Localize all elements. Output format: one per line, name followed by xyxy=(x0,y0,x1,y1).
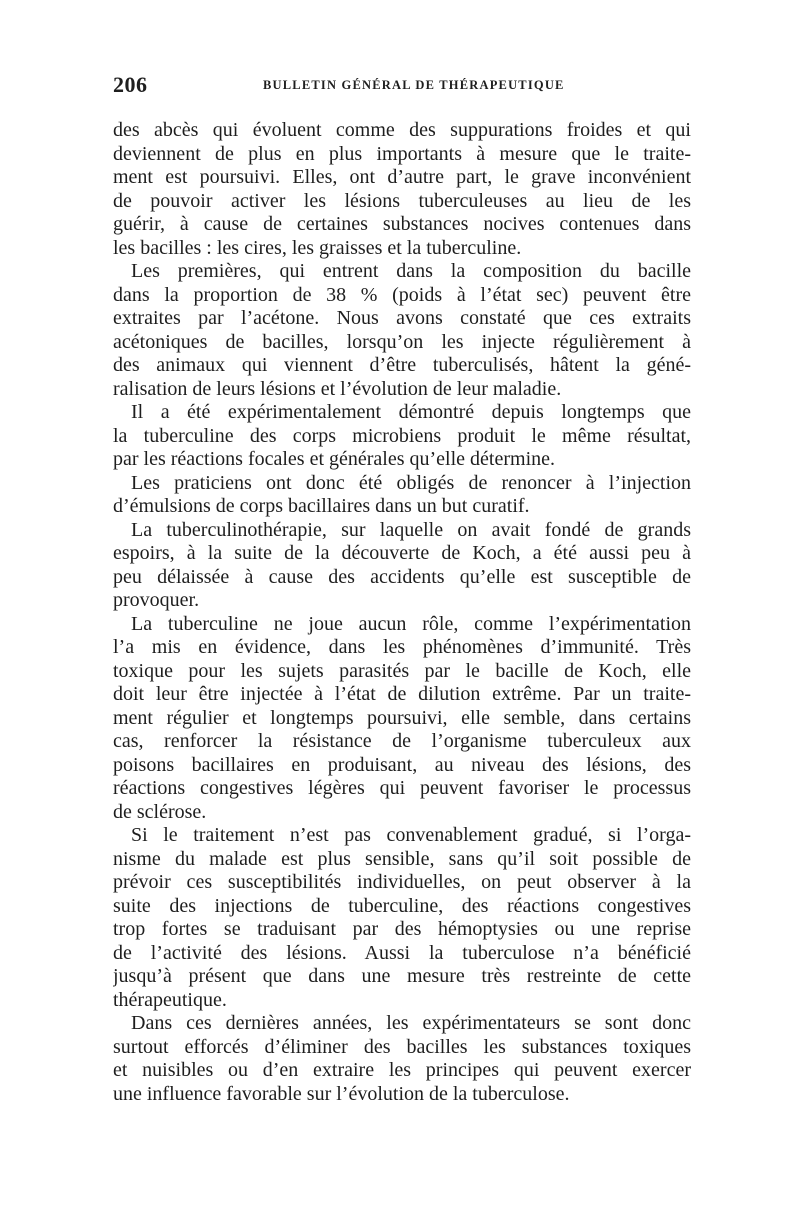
text-line: extraites par l’acétone. Nous avons constaté que ces extraits xyxy=(113,307,691,329)
text-line: provoquer. xyxy=(113,589,200,611)
text-line: de pouvoir activer les lésions tuberculeuses au lieu de les xyxy=(113,189,691,212)
text-line: Les praticiens ont donc été obligés de renoncer à l’injection xyxy=(131,471,691,494)
text-line: une influence favorable sur l’évolution de la tuberculose. xyxy=(113,1082,570,1105)
paragraph xyxy=(113,1012,691,1106)
text-line: Dans ces dernières années, les expérimentateurs se sont donc xyxy=(131,1012,691,1034)
paragraph xyxy=(113,824,691,1012)
paragraph xyxy=(113,519,691,613)
page-number: 206 xyxy=(113,72,148,97)
text-line: Il a été expérimentalement démontré depuis longtemps que xyxy=(131,401,691,423)
running-title: BULLETIN GÉNÉRAL DE THÉRAPEUTIQUE xyxy=(263,78,565,92)
page-header xyxy=(113,72,691,100)
text-line: La tuberculinothérapie, sur laquelle on avait fondé de grands xyxy=(131,518,691,541)
text-line: cas, renforcer la résistance de l’organisme tuberculeux aux xyxy=(113,730,691,752)
paragraph xyxy=(113,119,691,260)
paragraph xyxy=(113,472,691,519)
text-line: ralisation de leurs lésions et l’évolution de leur maladie. xyxy=(113,377,562,400)
text-line: des animaux qui viennent d’être tuberculisés, hâtent la géné- xyxy=(113,354,691,376)
paragraph xyxy=(113,260,691,401)
text-line: la tuberculine des corps microbiens produit le même résultat, xyxy=(113,424,691,447)
text-line: nisme du malade est plus sensible, sans qu’il soit possible de xyxy=(113,847,691,870)
text-line: acétoniques de bacilles, lorsqu’on les injecte régulièrement à xyxy=(113,330,691,353)
text-line: poisons bacillaires en produisant, au niveau des lésions, des xyxy=(113,753,691,776)
text-line: peu délaissée à cause des accidents qu’elle est susceptible de xyxy=(113,565,691,588)
text-line: les bacilles : les cires, les graisses et la tuberculine. xyxy=(113,236,522,259)
text-line: dans la proportion de 38 % (poids à l’état sec) peuvent être xyxy=(113,283,691,306)
text-line: des abcès qui évoluent comme des suppurations froides et qui xyxy=(113,119,691,141)
text-line: par les réactions focales et générales qu’elle détermine. xyxy=(113,448,556,470)
text-line: trop fortes se traduisant par des hémoptysies ou une reprise xyxy=(113,918,691,940)
text-line: Les premières, qui entrent dans la composition du bacille xyxy=(131,260,691,282)
text-line: toxique pour les sujets parasités par le bacille de Koch, elle xyxy=(113,659,691,682)
text-line: réactions congestives légères qui peuvent favoriser le processus xyxy=(113,777,691,799)
text-line: La tuberculine ne joue aucun rôle, comme l’expérimentation xyxy=(131,612,691,635)
text-line: l’a mis en évidence, dans les phénomènes d’immunité. Très xyxy=(113,636,691,658)
text-line: Si le traitement n’est pas convenablement gradué, si l’orga- xyxy=(131,824,691,846)
text-line: espoirs, à la suite de la découverte de Koch, a été aussi peu à xyxy=(113,542,691,564)
text-line: d’émulsions de corps bacillaires dans un but curatif. xyxy=(113,495,530,517)
text-line: doit leur être injectée à l’état de dilution extrême. Par un traite- xyxy=(113,683,691,705)
body-text xyxy=(113,119,691,1106)
text-line: suite des injections de tuberculine, des réactions congestives xyxy=(113,894,691,917)
text-line: prévoir ces susceptibilités individuelles, on peut observer à la xyxy=(113,871,691,893)
text-line: de sclérose. xyxy=(113,800,207,823)
text-line: ment régulier et longtemps poursuivi, elle semble, dans certains xyxy=(113,706,691,729)
paragraph xyxy=(113,613,691,825)
text-line: ment est poursuivi. Elles, ont d’autre part, le grave inconvénient xyxy=(113,166,691,188)
paragraph xyxy=(113,401,691,472)
text-line: jusqu’à présent que dans une mesure très restreinte de cette xyxy=(113,965,691,987)
text-line: surtout efforcés d’éliminer des bacilles les substances toxiques xyxy=(113,1035,691,1058)
text-line: de l’activité des lésions. Aussi la tuberculose n’a bénéficié xyxy=(113,941,691,964)
text-line: et nuisibles ou d’en extraire les principes qui peuvent exercer xyxy=(113,1059,691,1081)
text-line: deviennent de plus en plus importants à mesure que le traite- xyxy=(113,142,691,165)
text-line: thérapeutique. xyxy=(113,988,227,1011)
text-line: guérir, à cause de certaines substances nocives contenues dans xyxy=(113,213,691,235)
